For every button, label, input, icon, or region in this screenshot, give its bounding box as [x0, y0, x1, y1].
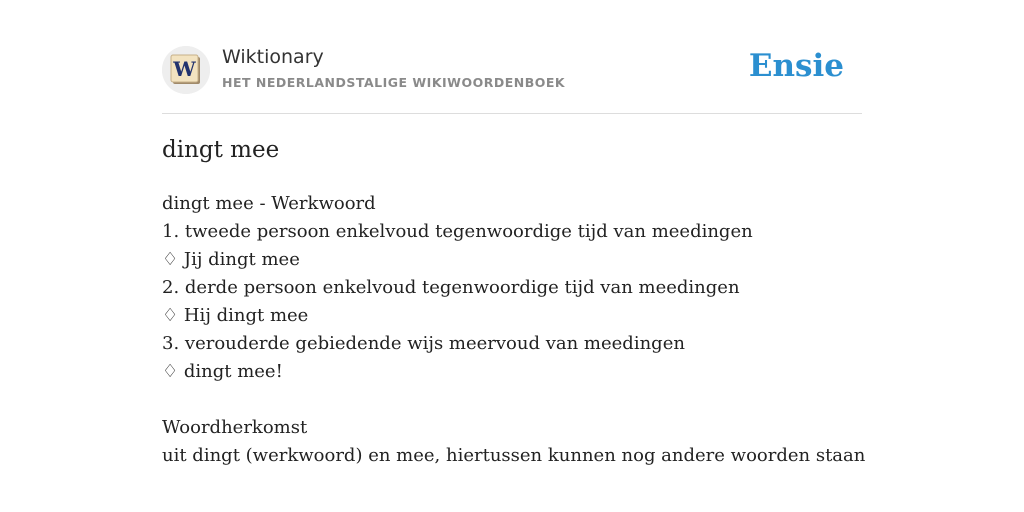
page-title: dingt mee: [162, 137, 280, 163]
example-line-3: ♢ dingt mee!: [162, 361, 283, 382]
definition-line-1: 1. tweede persoon enkelvoud tegenwoordige tijd van meedingen: [162, 221, 753, 242]
etymology-text: uit dingt (werkwoord) en mee, hiertussen kunnen nog andere woorden staan: [162, 445, 866, 466]
example-line-1: ♢ Jij dingt mee: [162, 249, 300, 270]
definition-block: [162, 190, 866, 470]
etymology-heading: Woordherkomst: [162, 417, 308, 438]
wiktionary-logo-icon[interactable]: [162, 46, 210, 94]
definition-line-2: 2. derde persoon enkelvoud tegenwoordige tijd van meedingen: [162, 277, 740, 298]
example-line-2: ♢ Hij dingt mee: [162, 305, 309, 326]
site-header: [162, 44, 862, 114]
site-subtitle: HET NEDERLANDSTALIGE WIKIWOORDENBOEK: [222, 75, 566, 90]
site-title[interactable]: Wiktionary: [222, 46, 324, 68]
svg-text:W: W: [173, 57, 196, 81]
ensie-brand-link[interactable]: Ensie: [748, 48, 844, 84]
definition-heading: dingt mee - Werkwoord: [162, 193, 376, 214]
spacer: [162, 386, 862, 414]
definition-line-3: 3. verouderde gebiedende wijs meervoud van meedingen: [162, 333, 685, 354]
